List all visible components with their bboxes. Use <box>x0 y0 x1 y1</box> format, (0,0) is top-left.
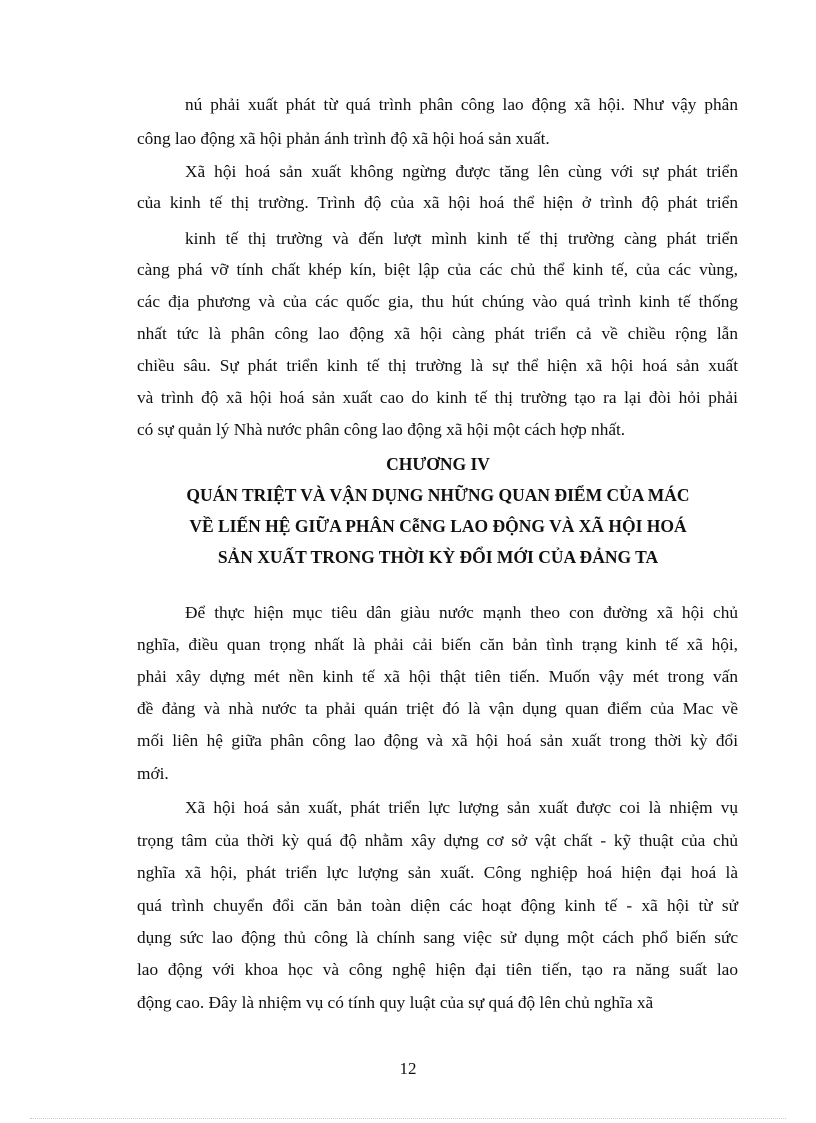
paragraph-5-line-2: trọng tâm của thời kỳ quá độ nhằm xây dựng cơ sở vật chất - kỹ thuật của chủ <box>137 831 738 850</box>
page-number: 12 <box>399 1059 417 1078</box>
paragraph-4-line-1: Để thực hiện mục tiêu dân giàu nước mạnh theo con đường xã hội chủ <box>185 603 738 622</box>
chapter-title-line-3: SẢN XUẤT TRONG THỜI KỲ ĐỔI MỚI CỦA ĐẢNG TA <box>217 547 659 567</box>
paragraph-5-line-3: nghĩa xã hội, phát triển lực lượng sản xuất. Công nghiệp hoá hiện đại hoá là <box>137 863 738 882</box>
paragraph-4-line-3: phải xây dựng mét nền kinh tế xã hội thật tiên tiến. Muốn vậy mét trong vấn <box>137 667 738 686</box>
paragraph-4-line-2: nghĩa, điều quan trọng nhất là phải cải biến căn bản tình trạng kinh tế xã hội, <box>137 635 738 654</box>
paragraph-5-line-7: động cao. Đây là nhiệm vụ có tính quy luật của sự quá độ lên chủ nghĩa xã <box>137 993 654 1012</box>
chapter-number: CHƯƠNG IV <box>386 454 490 474</box>
paragraph-4-line-4: đề đảng và nhà nước ta phải quán triệt đó là vận dụng quan điểm của Mac về <box>137 699 738 718</box>
paragraph-3-line-3: các địa phương và của các quốc gia, thu hút chúng vào quá trình kinh tế thống <box>137 292 738 311</box>
paragraph-3-line-4: nhất tức là phân công lao động xã hội càng phát triển cả về chiều rộng lẫn <box>137 324 738 343</box>
paragraph-5-line-1: Xã hội hoá sản xuất, phát triển lực lượng sản xuất được coi là nhiệm vụ <box>185 798 738 817</box>
paragraph-3-line-2: càng phá vỡ tính chất khép kín, biệt lập của các chủ thể kinh tế, của các vùng, <box>137 260 738 279</box>
paragraph-5-line-5: dụng sức lao động thủ công là chính sang việc sử dụng một cách phổ biến sức <box>137 928 738 947</box>
paragraph-3-line-5: chiều sâu. Sự phát triển kinh tế thị trường là sự thể hiện xã hội hoá sản xuất <box>137 356 738 375</box>
chapter-title-line-1: QUÁN TRIỆT VÀ VẬN DỤNG NHỮNG QUAN ĐIỂM CỦA MÁC <box>186 485 690 505</box>
paragraph-1-line-2: công lao động xã hội phản ánh trình độ xã hội hoá sản xuất. <box>137 129 550 148</box>
paragraph-1-line-1: nú phải xuất phát từ quá trình phân công lao động xã hội. Như vậy phân <box>185 95 738 114</box>
paragraph-3-line-1: kinh tế thị trường và đến lượt mình kinh tế thị trường càng phát triển <box>185 229 738 248</box>
paragraph-3-line-7: có sự quản lý Nhà nước phân công lao động xã hội một cách hợp nhất. <box>137 420 626 439</box>
paragraph-4-line-5: mối liên hệ giữa phân công lao động và xã hội hoá sản xuất trong thời kỳ đổi <box>137 731 738 750</box>
paragraph-2-line-2: của kinh tế thị trường. Trình độ của xã hội hoá thể hiện ở trình độ phát triển <box>137 193 738 212</box>
paragraph-4-line-6: mới. <box>137 764 169 783</box>
paragraph-2-line-1: Xã hội hoá sản xuất không ngừng được tăng lên cùng với sự phát triển <box>185 162 738 181</box>
paragraph-5-line-4: quá trình chuyển đổi căn bản toàn diện các hoạt động kinh tế - xã hội từ sử <box>137 896 738 915</box>
paragraph-3-line-6: và trình độ xã hội hoá sản xuất cao do kinh tế thị trường tạo ra lại đòi hỏi phải <box>137 388 738 407</box>
chapter-title-line-2: VỀ LIẾN HỆ GIỮA PHÂN CễNG LAO ĐỘNG VÀ XÃ HỘI HOÁ <box>189 516 687 536</box>
paragraph-5-line-6: lao động với khoa học và công nghệ hiện đại tiên tiến, tạo ra năng suất lao <box>137 960 738 979</box>
page-bottom-border <box>30 1118 786 1119</box>
